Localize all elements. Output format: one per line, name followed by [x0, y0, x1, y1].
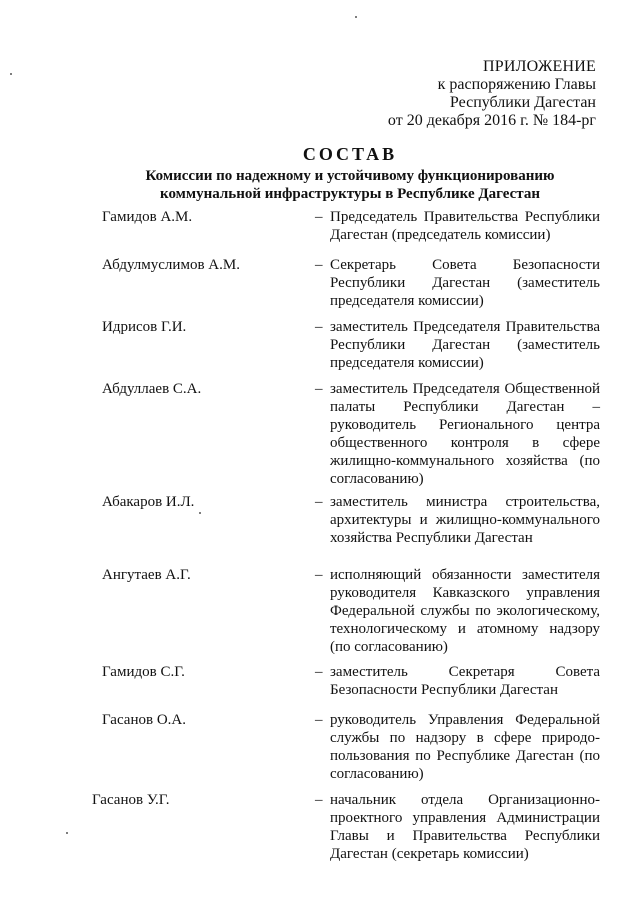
member-dash: – [315, 494, 323, 510]
scan-speck [199, 512, 201, 514]
member-role: Председатель Правительства Республики Дагестан (председатель комиссии) [330, 209, 600, 243]
member-name: Гамидов А.М. [102, 209, 193, 225]
scan-speck [355, 16, 357, 18]
document-subtitle-line-2: коммунальной инфраструктуры в Республике Дагестан [160, 186, 540, 202]
document-subtitle-line-1: Комиссии по надежному и устойчивому функционированию [145, 168, 555, 184]
member-role: заместитель Председателя Общественной палаты Республики Дагестан – руководитель Регионального центра общественного контроля в сфере жилищно-коммунального хозяйства (по согласованию) [330, 381, 600, 487]
member-name: Абдуллаев С.А. [102, 381, 202, 397]
member-dash: – [315, 319, 323, 335]
member-dash: – [315, 792, 323, 808]
appendix-line-2: Республики Дагестан [449, 94, 596, 111]
member-name: Абакаров И.Л. [102, 494, 195, 510]
member-role: заместитель Председателя Правительства Республики Дагестан (заместитель председателя комиссии) [330, 319, 600, 371]
scan-speck [66, 832, 68, 834]
member-role: Секретарь Совета Безопасности Республики Дагестан (заместитель председателя комиссии) [330, 257, 600, 309]
member-role: заместитель министра строительства, архитектуры и жилищно-коммунального хозяйства Республики Дагестан [330, 494, 600, 546]
member-name: Абдулмуслимов А.М. [102, 257, 240, 273]
member-role: исполняющий обязанности заместителя руководителя Кавказского управления Федеральной службы по экологическому, технологическому и атомному надзору (по согласованию) [330, 567, 600, 655]
member-name: Гамидов С.Г. [102, 664, 185, 680]
member-name: Ангутаев А.Г. [102, 567, 191, 583]
appendix-title: ПРИЛОЖЕНИЕ [482, 58, 596, 75]
document-title: СОСТАВ [302, 144, 398, 164]
member-name: Идрисов Г.И. [102, 319, 187, 335]
member-dash: – [315, 381, 323, 397]
member-dash: – [315, 664, 323, 680]
appendix-line-1: к распоряжению Главы [437, 76, 596, 93]
member-role: руководитель Управления Федеральной службы по надзору в сфере природо-пользования по Республике Дагестан (по согласованию) [330, 712, 600, 782]
appendix-line-3: от 20 декабря 2016 г. № 184-рг [387, 112, 596, 129]
member-name: Гасанов О.А. [102, 712, 186, 728]
member-dash: – [315, 567, 323, 583]
scan-speck [10, 73, 12, 75]
member-name: Гасанов У.Г. [92, 792, 170, 808]
member-dash: – [315, 257, 323, 273]
member-dash: – [315, 712, 323, 728]
member-role: начальник отдела Организационно-проектного управления Администрации Главы и Правительства Республики Дагестан (секретарь комиссии) [330, 792, 600, 862]
member-dash: – [315, 209, 323, 225]
member-role: заместитель Секретаря Совета Безопасности Республики Дагестан [330, 664, 600, 698]
